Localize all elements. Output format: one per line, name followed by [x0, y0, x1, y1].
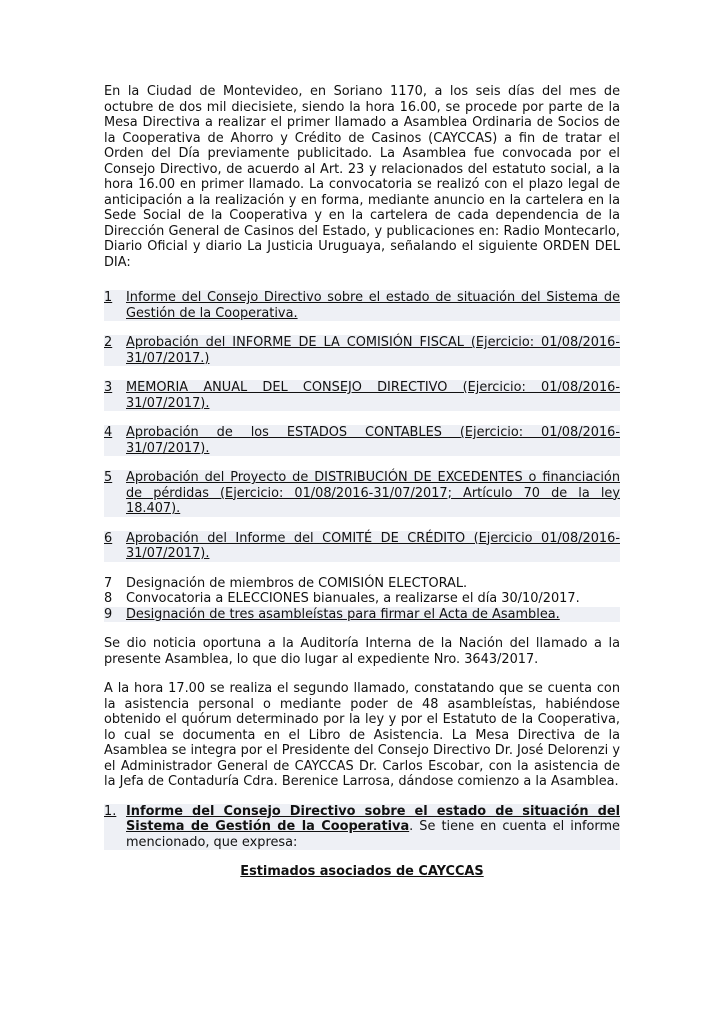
notice-paragraph: Se dio noticia oportuna a la Auditoría Interna de la Nación del llamado a la presente Asamblea, lo que dio lugar al expediente Nro. 3643/2017. [104, 636, 620, 667]
agenda-item-number: 1 [104, 290, 113, 305]
section-title: Informe del Consejo Directivo sobre el estado de situación del Sistema de Gestión de la Cooperativa [126, 803, 620, 834]
agenda-item-text: Aprobación del Proyecto de DISTRIBUCIÓN DE EXCEDENTES o financiación de pérdidas (Ejercicio: 01/08/2016-31/07/2017; Artículo 70 de la ley 18.407). [126, 470, 620, 516]
agenda-item-text: Informe del Consejo Directivo sobre el estado de situación del Sistema de Gestión de la Cooperativa. [126, 290, 620, 321]
agenda-item-text: Designación de tres asambleístas para firmar el Acta de Asamblea. [126, 606, 560, 622]
section-number: 1. [104, 803, 117, 819]
agenda-item-7 [104, 576, 620, 592]
section-1-heading [104, 804, 620, 851]
agenda-item-number: 2 [104, 335, 113, 350]
agenda-item-text: MEMORIA ANUAL DEL CONSEJO DIRECTIVO (Ejercicio: 01/08/2016-31/07/2017). [126, 380, 620, 411]
agenda-item-1 [104, 290, 620, 321]
agenda-item-6 [104, 531, 620, 562]
section-text [126, 804, 620, 851]
agenda-item-text: Designación de miembros de COMISIÓN ELECTORAL. [126, 575, 468, 591]
agenda-item-text: Convocatoria a ELECCIONES bianuales, a realizarse el día 30/10/2017. [126, 591, 580, 606]
agenda-item-8 [104, 591, 620, 607]
agenda-item-number: 5 [104, 470, 113, 485]
agenda-item-4 [104, 425, 620, 456]
letter-salutation: Estimados asociados de CAYCCAS [240, 864, 484, 879]
agenda-item-text: Aprobación del Informe del COMITÉ DE CRÉDITO (Ejercicio 01/08/2016-31/07/2017). [126, 530, 620, 561]
agenda-item-5 [104, 470, 620, 517]
document-page [104, 84, 620, 879]
agenda-item-text: Aprobación de los ESTADOS CONTABLES (Ejercicio: 01/08/2016-31/07/2017). [126, 425, 620, 456]
agenda-item-number: 7 [104, 575, 113, 591]
agenda-item-number: 9 [104, 606, 113, 622]
agenda-item-text: Aprobación del INFORME DE LA COMISIÓN FISCAL (Ejercicio: 01/08/2016-31/07/2017.) [126, 335, 620, 366]
agenda-item-2 [104, 335, 620, 366]
section-rest: . Se tiene en cuenta el informe mencionado, que expresa: [126, 819, 620, 850]
agenda-item-3 [104, 380, 620, 411]
agenda-item-number: 3 [104, 380, 113, 395]
agenda-item-number: 4 [104, 425, 113, 440]
agenda-item-number: 8 [104, 591, 113, 606]
second-call-paragraph: A la hora 17.00 se realiza el segundo llamado, constatando que se cuenta con la asistencia personal o mediante poder de 48 asambleístas, habiéndose obtenido el quórum determinado por la ley y por el Estatuto de la Cooperativa, lo cual se documenta en el Libro de Asistencia. La Mesa Directiva de la Asamblea se integra por el Presidente del Consejo Directivo Dr. José Delorenzi y el Administrador General de CAYCCAS Dr. Carlos Escobar, con la asistencia de la Jefa de Contaduría Cdra. Berenice Larrosa, dándose comienzo a la Asamblea. [104, 681, 620, 789]
agenda-item-9 [104, 607, 620, 623]
intro-paragraph: En la Ciudad de Montevideo, en Soriano 1170, a los seis días del mes de octubre de dos mil diecisiete, siendo la hora 16.00, se procede por parte de la Mesa Directiva a realizar el primer llamado a Asamblea Ordinaria de Socios de la Cooperativa de Ahorro y Crédito de Casinos (CAYCCAS) a fin de tratar el Orden del Día previamente publicitado. La Asamblea fue convocada por el Consejo Directivo, de acuerdo al Art. 23 y relacionados del estatuto social, a la hora 16.00 en primer llamado. La convocatoria se realizó con el plazo legal de anticipación a la realización y en forma, mediante anuncio en la cartelera en la Sede Social de la Cooperativa y en la cartelera de cada dependencia de la Dirección General de Casinos del Estado, y publicaciones en: Radio Montecarlo, Diario Oficial y diario La Justicia Uruguaya, señalando el siguiente ORDEN DEL DIA: [104, 84, 620, 270]
agenda-item-number: 6 [104, 530, 113, 546]
